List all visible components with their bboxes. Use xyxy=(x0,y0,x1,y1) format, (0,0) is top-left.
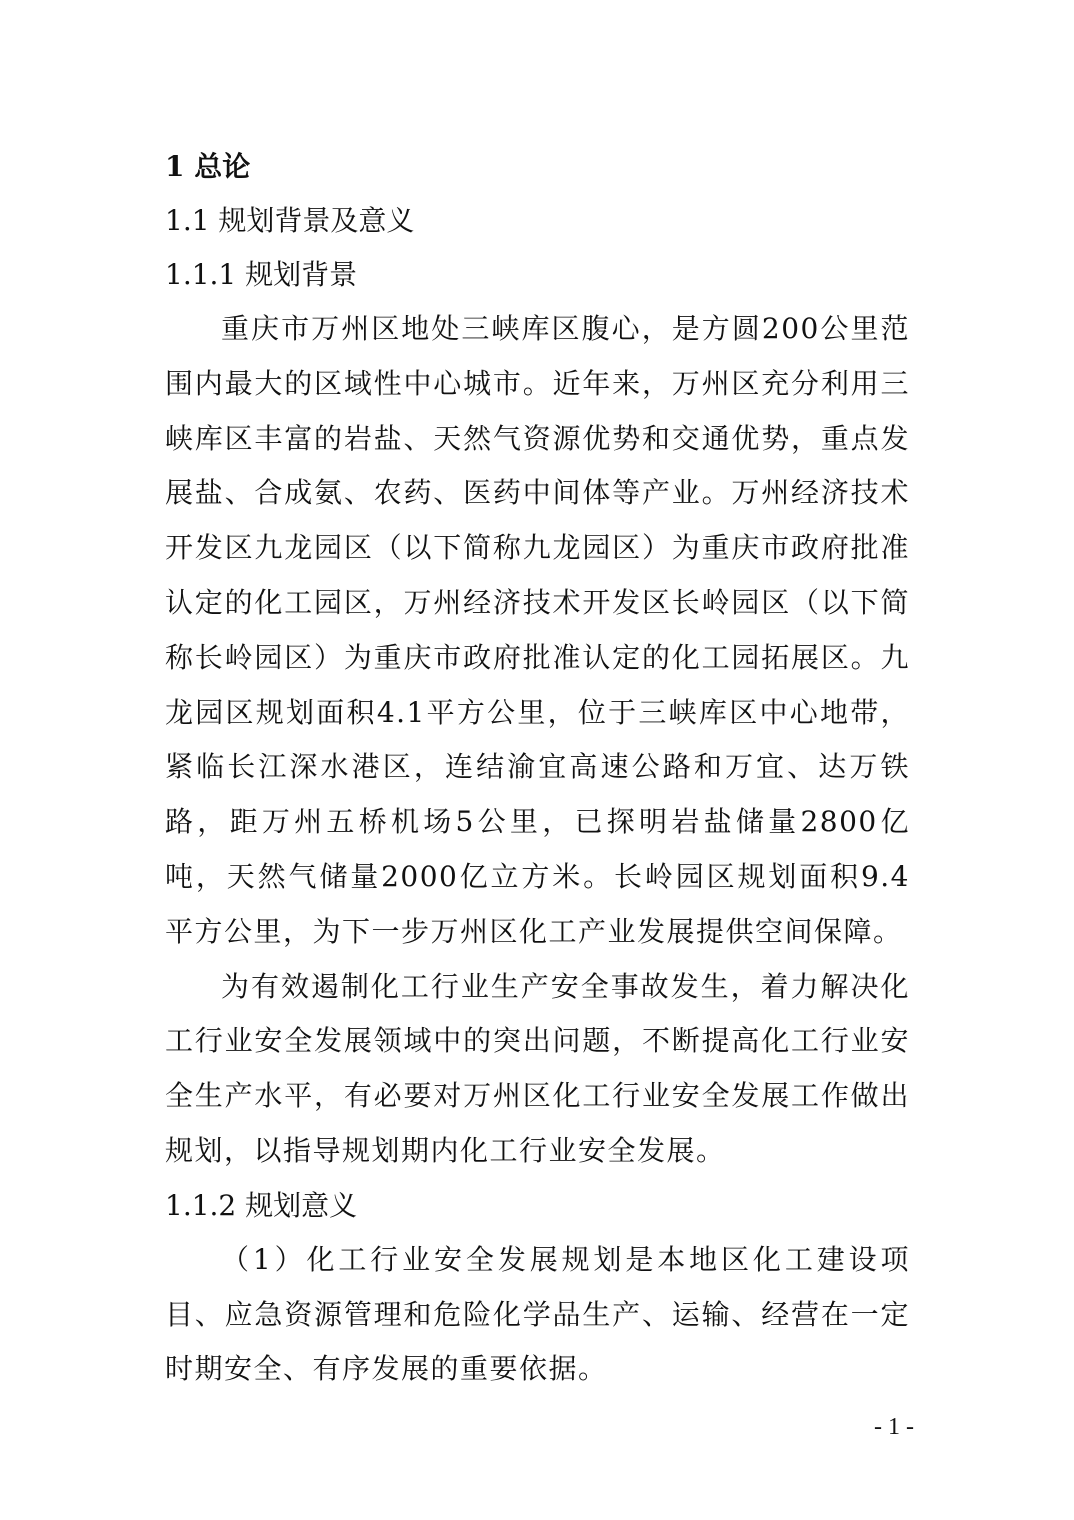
paragraph-background: 重庆市万州区地处三峡库区腹心，是方圆200公里范围内最大的区域性中心城市。近年来，万州区充分利用三峡库区丰富的岩盐、天然气资源优势和交通优势，重点发展盐、合成氨、农药、医药中间体等产业。万州经济技术开发区九龙园区（以下简称九龙园区）为重庆市政府批准认定的化工园区，万州经济技术开发区长岭园区（以下简称长岭园区）为重庆市政府批准认定的化工园拓展区。九龙园区规划面积4.1平方公里，位于三峡库区中心地带，紧临长江深水港区，连结渝宜高速公路和万宜、达万铁路，距万州五桥机场5公里，已探明岩盐储量2800亿吨，天然气储量2000亿立方米。长岭园区规划面积9.4平方公里，为下一步万州区化工产业发展提供空间保障。 xyxy=(165,312,910,948)
document-body xyxy=(165,140,910,1397)
page-number: - 1 - xyxy=(874,1414,914,1440)
subsection-heading-significance: 1.1.2 规划意义 xyxy=(165,1188,358,1222)
subsection-heading-background: 1.1.1 规划背景 xyxy=(165,258,358,291)
paragraph-purpose: 为有效遏制化工行业生产安全事故发生，着力解决化工行业安全发展领域中的突出问题，不断提高化工行业安全生产水平，有必要对万州区化工行业安全发展工作做出规划，以指导规划期内化工行业安全发展。 xyxy=(165,969,910,1167)
chapter-heading: 1 总论 xyxy=(165,150,251,183)
paragraph-significance-1: （1）化工行业安全发展规划是本地区化工建设项目、应急资源管理和危险化学品生产、运输、经营在一定时期安全、有序发展的重要依据。 xyxy=(165,1242,910,1386)
section-heading: 1.1 规划背景及意义 xyxy=(165,204,415,237)
